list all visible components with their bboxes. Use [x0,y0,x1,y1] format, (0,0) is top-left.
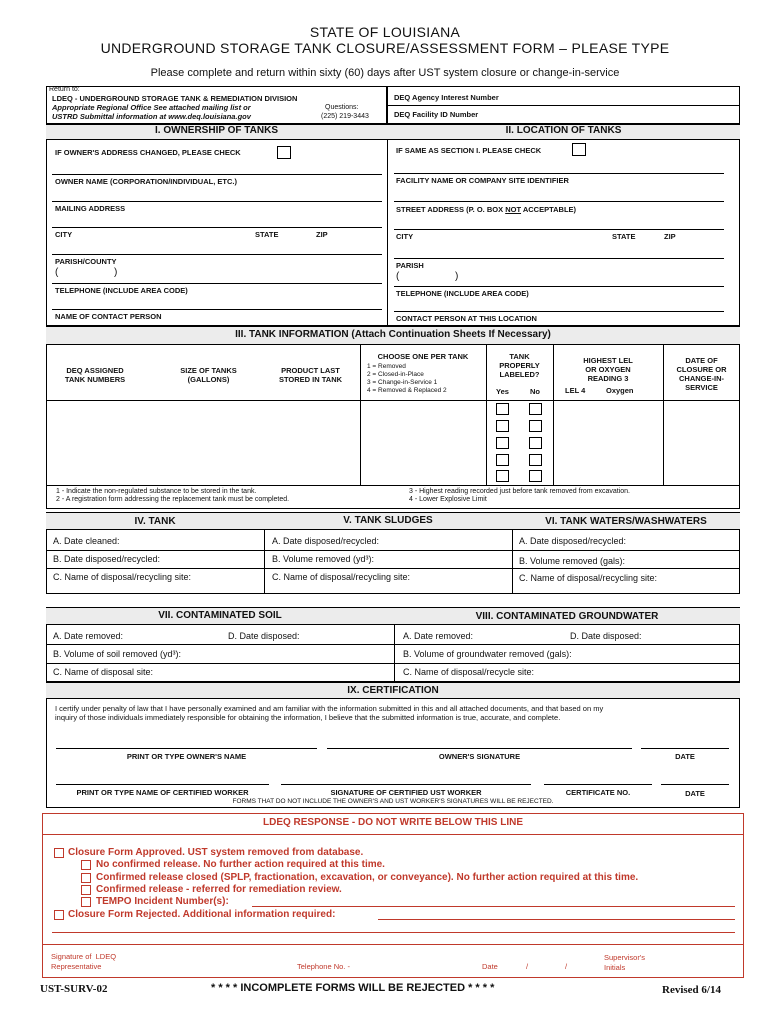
certificate-no-line[interactable] [544,784,652,785]
certificate-no-caption: CERTIFICATE NO. [565,788,631,797]
soil-date-removed[interactable]: A. Date removed: [53,631,124,641]
section-3-title: III. TANK INFORMATION (Attach Continuation Sheets If Necessary) [235,329,551,340]
street-line[interactable] [394,201,724,202]
incomplete-warning: * * * * INCOMPLETE FORMS WILL BE REJECTED * * * * [211,982,495,994]
ldeq-response-title: LDEQ RESPONSE - DO NOT WRITE BELOW THIS LINE [262,817,523,828]
rejected-checkbox[interactable] [54,910,64,920]
worker-name-caption: PRINT OR TYPE NAME OF CERTIFIED WORKER [76,788,249,797]
referred-label: Confirmed release - referred for remediation review. [96,884,342,895]
ustrd-label: USTRD Submittal information at www.deq.louisiana.gov [52,112,251,121]
col-deq-tank-numbers: DEQ ASSIGNED TANK NUMBERS [64,366,126,384]
labeled-no-checkbox-5[interactable] [529,470,542,482]
option-removed: 1 = Removed [367,363,406,370]
ldeq-date-slash-2: / [565,962,568,971]
state-title: STATE OF LOUISIANA [309,24,461,40]
col-lel-oxygen: HIGHEST LEL OR OXYGEN READING 3 [583,356,633,383]
labeled-no-checkbox-2[interactable] [529,420,542,432]
owner-date-line[interactable] [641,748,729,749]
mailing-line[interactable] [52,201,382,202]
col-choose-one: CHOOSE ONE PER TANK [377,352,469,361]
approved-label: Closure Form Approved. UST system removed from database. [68,847,364,858]
option-closed-in-place: 2 = Closed-in-Place [367,371,424,378]
footnote-4: 4 - Lower Explosive Limit [409,496,487,503]
ldeq-supervisor-label: Supervisor's Initials [604,953,646,972]
owner-name-label: OWNER NAME (CORPORATION/INDIVIDUAL, ETC.) [55,177,237,186]
worker-signature-line[interactable] [281,784,531,785]
city-line[interactable] [52,227,382,228]
col-no: No [530,387,540,396]
instructions: Please complete and return within sixty (60) days after UST system closure or change-in-service [150,67,620,79]
section-9-title: IX. CERTIFICATION [347,685,439,696]
worker-date-line[interactable] [661,784,729,785]
ldeq-signature-label: Signature of LDEQ Representative [51,952,117,971]
section-7-title: VII. CONTAMINATED SOIL [158,610,282,621]
col-lel: LEL 4 [565,386,586,395]
certification-text-2: inquiry of those individuals immediately responsible for obtaining the information, I believe that the submitted information is true, accurate, and complete. [55,713,561,722]
water-volume[interactable]: B. Volume removed (gals): [519,556,626,566]
certification-text-1: I certify under penalty of law that I have personally examined and am familiar with the information submitted in this and all attached documents, and that based on my [55,704,604,713]
city2-line[interactable] [394,229,724,230]
section-1-title: I. OWNERSHIP OF TANKS [155,125,278,136]
parish-line[interactable] [52,254,382,255]
section-6-title: VI. TANK WATERS/WASHWATERS [545,516,707,527]
section-4-title: IV. TANK [134,516,176,527]
labeled-no-checkbox-1[interactable] [529,403,542,415]
mailing-label: MAILING ADDRESS [55,204,126,213]
no-release-checkbox[interactable] [81,860,91,870]
contact-label: NAME OF CONTACT PERSON [55,312,162,321]
facility-line[interactable] [394,173,724,174]
tempo-label: TEMPO Incident Number(s): [96,896,229,907]
labeled-yes-checkbox-3[interactable] [496,437,509,449]
section-5-title: V. TANK SLUDGES [343,515,433,526]
zip-label: ZIP [316,230,328,239]
same-as-section1-label: IF SAME AS SECTION I. PLEASE CHECK [396,146,542,155]
rejected-line-1[interactable] [378,919,735,920]
tank-date-cleaned[interactable]: A. Date cleaned: [53,536,120,546]
water-disposal-site[interactable]: C. Name of disposal/recycling site: [519,573,658,583]
labeled-yes-checkbox-4[interactable] [496,454,509,466]
footnote-1: 1 - Indicate the non-regulated substance to be stored in the tank. [56,488,257,495]
tempo-line[interactable] [252,906,735,907]
parish-label: PARISH/COUNTY [55,257,117,266]
col-size-of-tanks: SIZE OF TANKS (GALLONS) [180,366,237,384]
form-title: UNDERGROUND STORAGE TANK CLOSURE/ASSESSMENT FORM – PLEASE TYPE [100,40,670,56]
footnote-2: 2 - A registration form addressing the replacement tank must be completed. [56,496,290,503]
approved-checkbox[interactable] [54,848,64,858]
footnote-3: 3 - Highest reading recorded just before tank removed from excavation. [409,488,631,495]
col-product-stored: PRODUCT LAST STORED IN TANK [278,366,343,384]
same-as-section1-checkbox[interactable] [572,143,586,156]
tempo-checkbox[interactable] [81,897,91,907]
form-number: UST-SURV-02 [40,983,108,995]
option-removed-replaced: 4 = Removed & Replaced 2 [367,387,447,394]
city2-label: CITY [396,232,414,241]
col-closure-date: DATE OF CLOSURE OR CHANGE-IN- SERVICE [676,356,727,392]
telephone2-label: TELEPHONE (INCLUDE AREA CODE) [396,289,529,298]
rejected-line-2[interactable] [52,932,735,933]
sludge-disposal-site[interactable]: C. Name of disposal/recycling site: [272,572,411,582]
area-code-close: ) [114,267,118,278]
sludge-volume[interactable]: B. Volume removed (yd³): [272,554,375,564]
groundwater-date-removed[interactable]: A. Date removed: [403,631,474,641]
parish2-line[interactable] [394,258,724,259]
section-2-title: II. LOCATION OF TANKS [505,125,622,136]
contact2-line[interactable] [394,311,724,312]
owner-date-caption: DATE [675,752,695,761]
rejected-label: Closure Form Rejected. Additional information required: [68,909,336,920]
groundwater-volume[interactable]: B. Volume of groundwater removed (gals): [403,649,572,659]
soil-date-disposed[interactable]: D. Date disposed: [228,631,300,641]
facility-id-label: DEQ Facility ID Number [394,110,479,119]
owner-name-caption: PRINT OR TYPE OWNER'S NAME [126,752,247,761]
owner-name-sig-line[interactable] [56,748,317,749]
contact2-label: CONTACT PERSON AT THIS LOCATION [396,314,537,323]
worker-name-line[interactable] [56,784,269,785]
tank-date-disposed[interactable]: B. Date disposed/recycled: [53,554,161,564]
ldeq-date-label: Date [482,962,498,971]
owner-signature-line[interactable] [327,748,632,749]
signature-rejection-note: FORMS THAT DO NOT INCLUDE THE OWNER'S AND UST WORKER'S SIGNATURES WILL BE REJECTED. [232,798,554,805]
telephone-line[interactable] [52,283,382,284]
contact-line[interactable] [52,309,382,310]
agency-id-label: DEQ Agency Interest Number [394,93,499,102]
ldeq-date-slash-1: / [526,962,529,971]
no-release-label: No confirmed release. No further action required at this time. [96,859,385,870]
sludge-date-disposed[interactable]: A. Date disposed/recycled: [272,536,380,546]
state2-label: STATE [612,232,636,241]
groundwater-disposal-site[interactable]: C. Name of disposal/recycle site: [403,667,535,677]
state-label: STATE [255,230,279,239]
facility-label: FACILITY NAME OR COMPANY SITE IDENTIFIER [396,176,569,185]
office-label: Appropriate Regional Office See attached mailing list or [52,103,251,112]
return-to-label: Return to: [49,86,80,93]
groundwater-date-disposed[interactable]: D. Date disposed: [570,631,642,641]
option-change-in-service: 3 = Change-in-Service 1 [367,379,438,386]
tank-disposal-site[interactable]: C. Name of disposal/recycling site: [53,572,192,582]
referred-checkbox[interactable] [81,885,91,895]
labeled-no-checkbox-4[interactable] [529,454,542,466]
telephone2-line[interactable] [394,286,724,287]
labeled-yes-checkbox-2[interactable] [496,420,509,432]
release-closed-label: Confirmed release closed (SPLP, fractionation, excavation, or conveyance). No further action required at this time. [96,872,639,883]
soil-volume[interactable]: B. Volume of soil removed (yd³): [53,649,182,659]
water-date-disposed[interactable]: A. Date disposed/recycled: [519,536,627,546]
telephone-label: TELEPHONE (INCLUDE AREA CODE) [55,286,188,295]
release-closed-checkbox[interactable] [81,873,91,883]
col-oxygen: Oxygen [606,386,634,395]
questions-label: Questions: [325,104,359,111]
labeled-yes-checkbox-5[interactable] [496,470,509,482]
street-label: STREET ADDRESS (P. O. BOX NOT ACCEPTABLE) [396,205,577,214]
ldeq-telephone-label: Telephone No. - [297,962,350,971]
col-yes: Yes [496,387,509,396]
worker-signature-caption: SIGNATURE OF CERTIFIED UST WORKER [330,788,482,797]
labeled-no-checkbox-3[interactable] [529,437,542,449]
col-tank-labeled: TANK PROPERLY LABELED? [499,352,540,379]
parish2-label: PARISH [396,261,424,270]
owner-address-changed-label: IF OWNER'S ADDRESS CHANGED, PLEASE CHECK [55,148,241,157]
labeled-yes-checkbox-1[interactable] [496,403,509,415]
revision-date: Revised 6/14 [662,984,721,996]
area-code-open: ( [55,267,59,278]
questions-phone: (225) 219-3443 [321,113,369,120]
worker-date-caption: DATE [685,789,705,798]
city-label: CITY [55,230,73,239]
area-code2-open: ( [396,271,400,282]
owner-signature-caption: OWNER'S SIGNATURE [438,752,521,761]
owner-address-changed-checkbox[interactable] [277,146,291,159]
zip2-label: ZIP [664,232,676,241]
area-code2-close: ) [455,271,459,282]
soil-disposal-site[interactable]: C. Name of disposal site: [53,667,154,677]
section-8-title: VIII. CONTAMINATED GROUNDWATER [475,611,659,622]
division-label: LDEQ - UNDERGROUND STORAGE TANK & REMEDIATION DIVISION [52,94,298,103]
owner-name-line[interactable] [52,174,382,175]
